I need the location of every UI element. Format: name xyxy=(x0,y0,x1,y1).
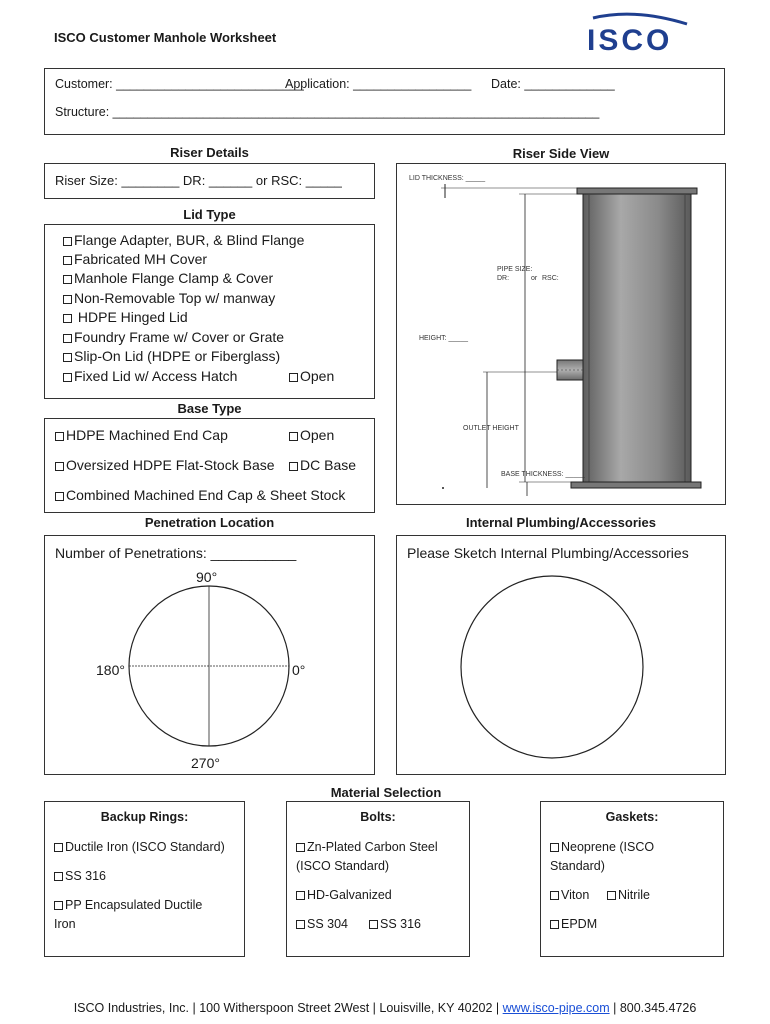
checkbox-icon xyxy=(63,314,72,323)
customer-info-box xyxy=(44,68,725,135)
lid-option-fabricated-cover[interactable]: Fabricated MH Cover xyxy=(63,251,207,267)
backup-rings-box xyxy=(44,801,245,957)
label-0-deg: 0° xyxy=(292,662,306,678)
page-title: ISCO Customer Manhole Worksheet xyxy=(54,30,277,45)
lid-option-slip-on[interactable]: Slip-On Lid (HDPE or Fiberglass) xyxy=(63,348,280,364)
checkbox-icon xyxy=(63,373,72,382)
pipe-rsc-label: RSC: xyxy=(542,275,559,282)
outlet-height-label: OUTLET HEIGHT xyxy=(463,425,519,432)
checkbox-icon xyxy=(289,432,298,441)
riser-details-title: Riser Details xyxy=(170,145,249,160)
bolts-title: Bolts: xyxy=(360,810,396,824)
penetration-box xyxy=(44,535,375,775)
penetration-count-field[interactable]: Number of Penetrations: ___________ xyxy=(55,545,297,561)
backup-option-pp[interactable]: PP Encapsulated Ductile xyxy=(54,898,202,912)
base-thickness-label: BASE THICKNESS: _____ xyxy=(501,471,585,478)
plumbing-box xyxy=(396,535,726,775)
lid-option-open[interactable]: Open xyxy=(289,368,334,384)
riser-side-view-title: Riser Side View xyxy=(512,146,610,161)
plumbing-sketch-area[interactable] xyxy=(397,536,725,774)
base-option-dc-base[interactable]: DC Base xyxy=(289,457,356,473)
backup-option-pp-line2: Iron xyxy=(54,917,76,931)
footer-address: ISCO Industries, Inc. | 100 Witherspoon Street 2West | Louisville, KY 40202 | xyxy=(73,1001,503,1015)
backup-option-ductile[interactable]: Ductile Iron (ISCO Standard) xyxy=(54,840,225,854)
pipe-dr-label: DR: xyxy=(497,275,510,282)
bolts-option-hd-galvanized[interactable]: HD-Galvanized xyxy=(296,888,392,902)
riser-size-field[interactable]: Riser Size: ________ DR: ______ or RSC: _____ xyxy=(55,173,342,188)
isco-logo xyxy=(585,8,695,54)
height-label: HEIGHT: _____ xyxy=(419,335,469,342)
lid-option-flange-adapter[interactable]: Flange Adapter, BUR, & Blind Flange xyxy=(63,232,304,248)
pipe-size-label: PIPE SIZE: xyxy=(497,266,533,273)
backup-rings-title: Backup Rings: xyxy=(100,810,189,824)
base-type-title: Base Type xyxy=(177,401,242,416)
plumbing-prompt: Please Sketch Internal Plumbing/Accessories xyxy=(407,545,689,561)
base-option-machined-end-cap[interactable]: HDPE Machined End Cap xyxy=(55,427,228,443)
material-title: Material Selection xyxy=(330,785,442,800)
gaskets-title: Gaskets: xyxy=(605,810,659,824)
structure-field[interactable]: Structure: ______________________________________________________________________ xyxy=(55,105,600,119)
gaskets-option-viton[interactable]: Viton xyxy=(550,888,589,902)
lid-option-foundry-frame[interactable]: Foundry Frame w/ Cover or Grate xyxy=(63,329,284,345)
footer-phone: | 800.345.4726 xyxy=(609,1001,697,1015)
penetration-title: Penetration Location xyxy=(144,515,275,530)
checkbox-icon xyxy=(296,920,305,929)
logo-text: ISCO xyxy=(587,24,673,54)
footer-website-link[interactable]: www.isco-pipe.com xyxy=(502,1001,610,1015)
riser-drawing xyxy=(397,164,725,504)
gaskets-option-neoprene[interactable]: Neoprene (ISCO xyxy=(550,840,654,854)
label-180-deg: 180° xyxy=(96,662,125,678)
label-270-deg: 270° xyxy=(191,755,220,771)
checkbox-icon xyxy=(55,492,64,501)
checkbox-icon xyxy=(63,295,72,304)
customer-field[interactable]: Customer: ___________________________ xyxy=(55,77,304,91)
footer xyxy=(0,1001,770,1015)
base-option-open[interactable]: Open xyxy=(289,427,334,443)
checkbox-icon xyxy=(55,462,64,471)
plumbing-title: Internal Plumbing/Accessories xyxy=(465,515,656,530)
lid-type-title: Lid Type xyxy=(183,207,236,222)
bolts-option-ss304[interactable]: SS 304 xyxy=(296,917,348,931)
base-type-box xyxy=(44,418,375,513)
gaskets-option-epdm[interactable]: EPDM xyxy=(550,917,597,931)
checkbox-icon xyxy=(63,237,72,246)
checkbox-icon xyxy=(550,891,559,900)
lid-option-hinged[interactable]: HDPE Hinged Lid xyxy=(63,309,188,325)
checkbox-icon xyxy=(63,334,72,343)
lid-thickness-label: LID THICKNESS: _____ xyxy=(409,175,486,182)
checkbox-icon xyxy=(54,901,63,910)
bolts-option-ss316[interactable]: SS 316 xyxy=(369,917,421,931)
bolts-option-zn-line2: (ISCO Standard) xyxy=(296,859,390,873)
backup-option-ss316[interactable]: SS 316 xyxy=(54,869,106,883)
pipe-or-label: or xyxy=(531,275,538,282)
base-option-oversized[interactable]: Oversized HDPE Flat-Stock Base xyxy=(55,457,275,473)
checkbox-icon xyxy=(55,432,64,441)
checkbox-icon xyxy=(63,275,72,284)
checkbox-icon xyxy=(550,920,559,929)
gaskets-box xyxy=(540,801,724,957)
application-field[interactable]: Application: _________________ xyxy=(285,77,472,91)
checkbox-icon xyxy=(63,353,72,362)
checkbox-icon xyxy=(369,920,378,929)
checkbox-icon xyxy=(550,843,559,852)
riser-side-view-box xyxy=(396,163,726,505)
checkbox-icon xyxy=(296,891,305,900)
gaskets-option-nitrile[interactable]: Nitrile xyxy=(607,888,650,902)
checkbox-icon xyxy=(63,256,72,265)
bolts-option-zn-plated[interactable]: Zn-Plated Carbon Steel xyxy=(296,840,438,854)
lid-option-non-removable[interactable]: Non-Removable Top w/ manway xyxy=(63,290,275,306)
checkbox-icon xyxy=(54,872,63,881)
bolts-box xyxy=(286,801,470,957)
lid-option-fixed[interactable]: Fixed Lid w/ Access Hatch xyxy=(63,368,237,384)
lid-type-box xyxy=(44,224,375,399)
checkbox-icon xyxy=(54,843,63,852)
riser-details-box xyxy=(44,163,375,199)
base-option-combined[interactable]: Combined Machined End Cap & Sheet Stock xyxy=(55,487,345,503)
date-field[interactable]: Date: _____________ xyxy=(491,77,615,91)
gaskets-option-neoprene-line2: Standard) xyxy=(550,859,605,873)
label-90-deg: 90° xyxy=(196,569,218,585)
checkbox-icon xyxy=(607,891,616,900)
checkbox-icon xyxy=(289,373,298,382)
lid-option-flange-clamp[interactable]: Manhole Flange Clamp & Cover xyxy=(63,270,273,286)
checkbox-icon xyxy=(289,462,298,471)
checkbox-icon xyxy=(296,843,305,852)
